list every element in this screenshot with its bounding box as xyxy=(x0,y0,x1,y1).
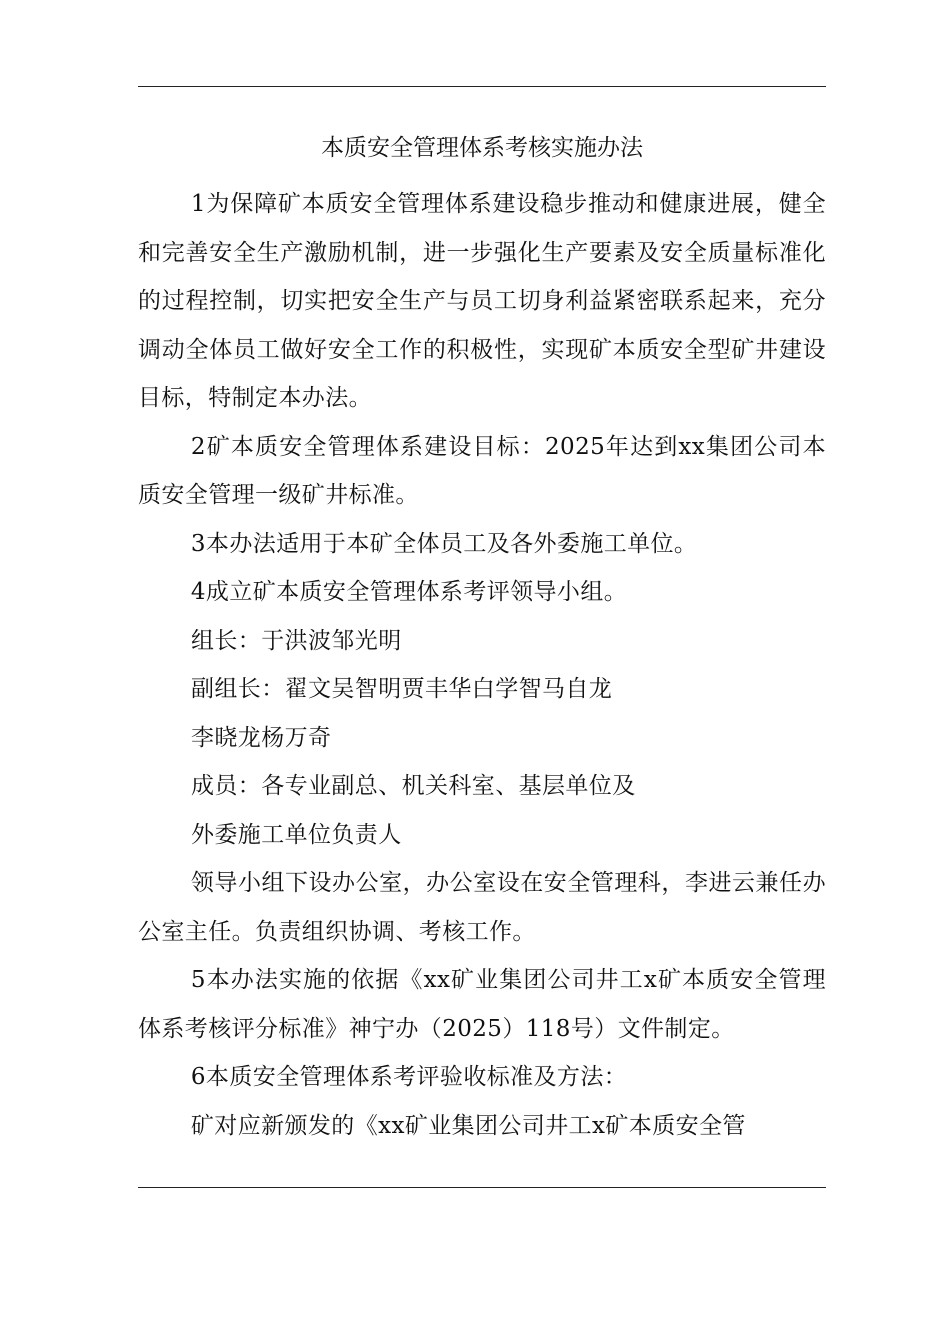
paragraph-1: 1为保障矿本质安全管理体系建设稳步推动和健康进展，健全和完善安全生产激励机制，进一步强化生产要素及安全质量标准化的过程控制，切实把安全生产与员工切身利益紧密联系起来，充分调动全体员工做好安全工作的积极性，实现矿本质安全型矿井建设目标，特制定本办法。 xyxy=(138,191,826,411)
paragraph-4: 4成立矿本质安全管理体系考评领导小组。 xyxy=(190,579,628,605)
office-paragraph: 领导小组下设办公室，办公室设在安全管理科，李进云兼任办公室主任。负责组织协调、考核工作。 xyxy=(138,870,826,945)
deputy-leader-line-continued: 李晓龙杨万奇 xyxy=(191,724,332,751)
paragraph-6: 6本质安全管理体系考评验收标准及方法： xyxy=(190,1064,628,1090)
deputy-leader-line: 副组长：翟文吴智明贾丰华白学智马自龙 xyxy=(191,676,613,702)
paragraph-2: 2矿本质安全管理体系建设目标：2025年达到xx集团公司本质安全管理一级矿井标准。 xyxy=(138,433,826,508)
document-title: 本质安全管理体系考核实施办法 xyxy=(321,135,643,161)
members-line: 成员：各专业副总、机关科室、基层单位及 xyxy=(191,773,636,799)
header-rule xyxy=(138,86,826,87)
paragraph-3: 3本办法适用于本矿全体员工及各外委施工单位。 xyxy=(190,530,698,557)
paragraph-5: 5本办法实施的依据《xx矿业集团公司井工x矿本质安全管理体系考核评分标准》神宁办（2025）118号）文件制定。 xyxy=(138,967,826,1042)
group-leader-line: 组长：于洪波邹光明 xyxy=(191,627,402,654)
footer-rule xyxy=(138,1187,826,1188)
document-body xyxy=(138,180,826,1150)
paragraph-7: 矿对应新颁发的《xx矿业集团公司井工x矿本质安全管 xyxy=(190,1112,746,1139)
members-line-continued: 外委施工单位负责人 xyxy=(191,821,402,848)
